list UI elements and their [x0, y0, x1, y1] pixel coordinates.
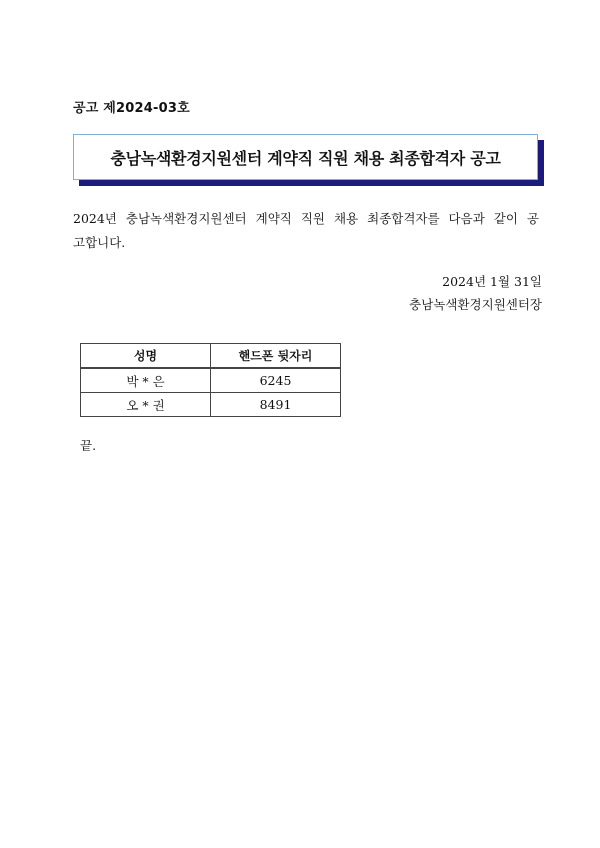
notice-signer: 충남녹색환경지원센터장: [409, 297, 542, 312]
end-mark: 끝.: [80, 438, 97, 453]
table-header-row: [81, 344, 341, 369]
notice-body: 2024년 충남녹색환경지원센터 계약직 직원 채용 최종합격자를 다음과 같이 공고합니다.: [73, 211, 539, 250]
title-box: [73, 134, 538, 180]
table-row: [81, 393, 341, 417]
header-name: 성명: [81, 344, 211, 369]
title-banner: [73, 134, 538, 180]
cell-phone-suffix: 8491: [211, 393, 341, 417]
cell-name: 박 * 은: [81, 368, 211, 393]
table-row: [81, 368, 341, 393]
page-title: 충남녹색환경지원센터 계약직 직원 채용 최종합격자 공고: [110, 148, 501, 168]
notice-date: 2024년 1월 31일: [442, 274, 542, 289]
cell-name: 오 * 권: [81, 393, 211, 417]
header-phone-suffix: 핸드폰 뒷자리: [211, 344, 341, 369]
notice-number: 공고 제2024-03호: [73, 101, 190, 116]
cell-phone-suffix: 6245: [211, 368, 341, 393]
results-table: [80, 343, 341, 417]
